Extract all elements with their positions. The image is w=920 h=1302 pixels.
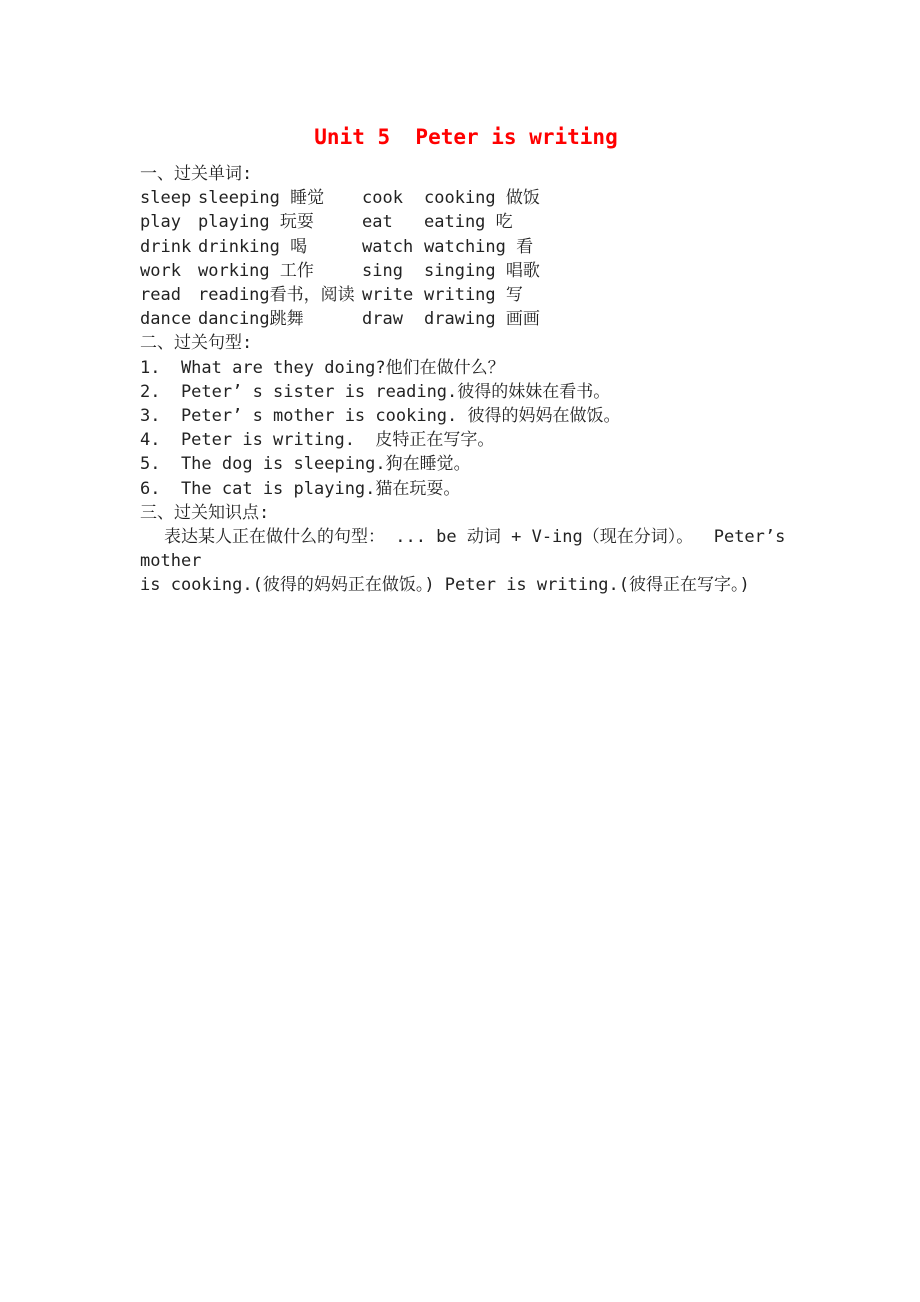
word-right-base: cook — [362, 188, 403, 209]
word-right-base: eat — [362, 212, 393, 233]
section-words-heading: 一、过关单词: — [140, 164, 253, 184]
word-left-ing-zh: dancing跳舞 — [198, 309, 304, 330]
page-title: Unit 5 Peter is writing — [314, 125, 618, 149]
sentence-item: 6. The cat is playing.猫在玩耍。 — [140, 478, 461, 499]
word-right-ing-zh: singing 唱歌 — [424, 260, 540, 281]
section-sentences-heading: 二、过关句型: — [140, 333, 253, 354]
word-right-ing-zh: eating 吃 — [424, 212, 513, 233]
word-left-ing-zh: sleeping 睡觉 — [198, 188, 325, 209]
word-right-ing-zh: writing 写 — [424, 285, 523, 306]
word-left-base: sleep — [140, 188, 192, 209]
knowledge-paragraph-line: 表达某人正在做什么的句型： ... be 动词 + V-ing（现在分词）。 Peter’s mother — [140, 527, 796, 572]
knowledge-paragraph-line: is cooking.(彼得的妈妈正在做饭。) Peter is writing.(彼得正在写字。) — [140, 575, 750, 596]
word-left-base: work — [140, 260, 181, 281]
word-left-ing-zh: working 工作 — [198, 260, 314, 281]
word-left-ing-zh: drinking 喝 — [198, 236, 308, 257]
word-left-ing-zh: playing 玩耍 — [198, 212, 314, 233]
sentence-item: 5. The dog is sleeping.狗在睡觉。 — [140, 454, 471, 475]
word-right-base: write — [362, 285, 414, 306]
word-right-ing-zh: watching 看 — [424, 236, 534, 257]
word-left-base: read — [140, 285, 181, 306]
word-row — [140, 259, 792, 283]
sentence-item: 1. What are they doing?他们在做什么？ — [140, 357, 505, 378]
word-row — [140, 210, 792, 234]
section-knowledge-heading: 三、过关知识点: — [140, 502, 270, 523]
word-right-base: watch — [362, 236, 414, 257]
word-right-base: draw — [362, 309, 403, 330]
word-right-ing-zh: drawing 画画 — [424, 309, 540, 330]
sentence-item: 2. Peter’ s sister is reading.彼得的妹妹在看书。 — [140, 381, 611, 402]
word-right-ing-zh: cooking 做饭 — [424, 188, 540, 209]
sentence-item: 4. Peter is writing. 皮特正在写字。 — [140, 430, 495, 451]
sentence-item: 3. Peter’ s mother is cooking. 彼得的妈妈在做饭。 — [140, 406, 621, 427]
word-left-ing-zh: reading看书，阅读 — [198, 285, 355, 306]
word-row — [140, 307, 792, 331]
word-row — [140, 186, 792, 210]
word-left-base: dance — [140, 309, 192, 330]
word-left-base: play — [140, 212, 181, 233]
word-row — [140, 283, 792, 307]
word-left-base: drink — [140, 236, 192, 257]
document-body — [140, 122, 796, 598]
word-right-base: sing — [362, 260, 403, 281]
word-row — [140, 235, 792, 259]
